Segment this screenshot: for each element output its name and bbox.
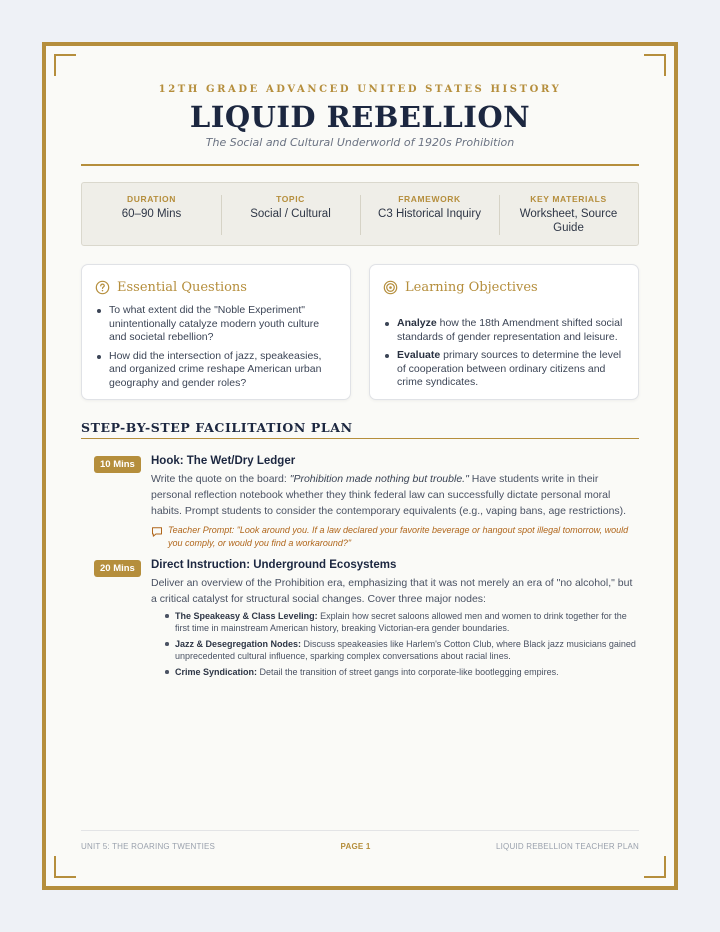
corner-ornament — [54, 54, 76, 76]
course-kicker: 12TH GRADE ADVANCED UNITED STATES HISTORY — [158, 84, 562, 95]
time-badge: 10 Mins — [94, 456, 141, 473]
objective-verb: Analyze — [397, 317, 437, 329]
objective-verb: Evaluate — [397, 349, 441, 361]
questions-list — [95, 304, 338, 390]
meta-label: TOPIC — [276, 194, 305, 204]
list-item — [165, 610, 639, 634]
list-item — [383, 349, 626, 390]
teacher-prompt — [151, 524, 639, 550]
step-text-rest: Have students write in their personal reflection notebook whether they think federal law can successfully dictate personal moral habits. Prompt students to consider the contemporary equivalents (e.g., vaping bans, age restrictions). — [151, 473, 627, 517]
lesson-plan-page — [42, 42, 678, 890]
time-badge: 20 Mins — [94, 560, 141, 577]
node-text: Explain how secret saloons allowed men and women to drink together for the first time in mainstream American history, breaking Victorian-era gender boundaries. — [175, 611, 627, 633]
meta-materials — [499, 194, 638, 235]
section-title: STEP-BY-STEP FACILITATION PLAN — [81, 420, 353, 435]
meta-label: FRAMEWORK — [398, 194, 461, 204]
objective-text: primary sources to determine the level of cooperation between ordinary citizens and crime syndicates. — [397, 349, 622, 388]
step-text: Deliver an overview of the Prohibition era, emphasizing that it was not merely an era of "no alcohol," but a critical catalyst for structural social changes. Cover three major nodes: — [151, 577, 633, 605]
question-circle-icon — [95, 280, 110, 295]
meta-duration — [82, 194, 221, 221]
step-body — [151, 558, 639, 682]
corner-ornament — [644, 54, 666, 76]
meta-value: Social / Cultural — [250, 208, 331, 220]
corner-ornament — [54, 856, 76, 878]
target-icon — [383, 280, 398, 295]
list-item — [383, 317, 626, 344]
card-header — [383, 277, 626, 297]
step-quote: "Prohibition made nothing but trouble." — [289, 473, 469, 485]
page-subtitle: The Social and Cultural Underworld of 1920s Prohibition — [205, 136, 515, 149]
essential-questions-card — [81, 264, 351, 400]
objective-text: how the 18th Amendment shifted social standards of gender representation and leisure. — [397, 317, 623, 343]
objectives-list — [383, 317, 626, 390]
footer-divider — [81, 830, 639, 831]
meta-value: Worksheet, Source Guide — [519, 208, 618, 234]
page-title: LIQUID REBELLION — [189, 100, 531, 134]
title-divider — [81, 164, 639, 166]
meta-bar — [81, 182, 639, 246]
list-item: To what extent did the "Noble Experiment" unintentionally catalyze modern youth culture and societal rebellion? — [95, 304, 338, 345]
node-text: Detail the transition of street gangs into corporate-like bootlegging empires. — [257, 667, 559, 677]
meta-label: DURATION — [126, 194, 177, 204]
list-item — [165, 666, 639, 678]
step-title: Direct Instruction: Underground Ecosystems — [151, 559, 397, 571]
corner-ornament — [644, 856, 666, 878]
list-item — [165, 638, 639, 662]
learning-objectives-card — [369, 264, 639, 400]
meta-label: KEY MATERIALS — [530, 194, 607, 204]
list-item: How did the intersection of jazz, speakeasies, and organized crime reshape American urban geography and gender roles? — [95, 350, 338, 391]
card-title: Essential Questions — [117, 279, 247, 295]
step-text — [151, 471, 639, 519]
node-term: Jazz & Desegregation Nodes: — [175, 639, 302, 649]
footer-unit: UNIT 5: THE ROARING TWENTIES — [81, 842, 216, 851]
node-term: Crime Syndication: — [175, 667, 258, 677]
section-divider — [81, 438, 639, 439]
meta-topic — [221, 194, 360, 221]
nodes-list — [151, 610, 639, 678]
node-term: The Speakeasy & Class Leveling: — [175, 611, 318, 621]
teacher-prompt-text: Teacher Prompt: "Look around you. If a law declared your favorite beverage or hangout spot illegal tomorrow, would you comply, or would you find a workaround?" — [168, 525, 629, 548]
page-number: PAGE 1 — [340, 842, 371, 851]
card-title: Learning Objectives — [405, 279, 538, 295]
card-header — [95, 277, 338, 297]
step-title: Hook: The Wet/Dry Ledger — [151, 455, 296, 467]
footer-doc-title: LIQUID REBELLION TEACHER PLAN — [495, 842, 639, 851]
step-text-lead: Write the quote on the board: — [151, 473, 290, 485]
page-footer — [81, 842, 639, 851]
meta-value: C3 Historical Inquiry — [378, 208, 481, 220]
meta-framework — [360, 194, 499, 221]
speech-bubble-icon — [151, 526, 163, 538]
meta-value: 60–90 Mins — [121, 208, 182, 220]
step-body — [151, 454, 639, 550]
node-text: Discuss speakeasies like Harlem's Cotton Club, where Black jazz musicians gained unprecedented cultural influence, sparking complex conversations about racial lines. — [175, 639, 636, 661]
